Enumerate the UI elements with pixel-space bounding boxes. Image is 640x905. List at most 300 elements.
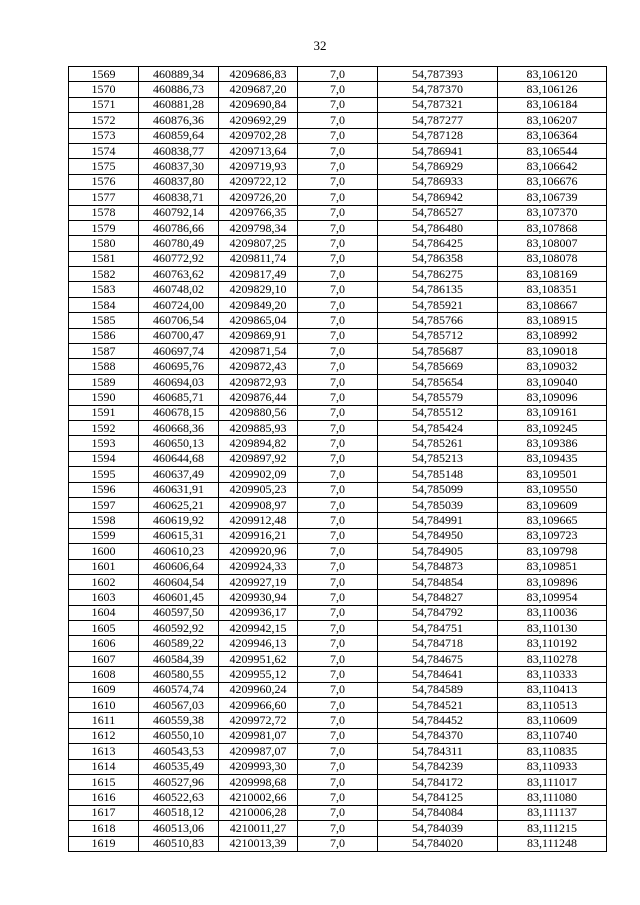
latitude-cell: 54,784521 xyxy=(378,698,498,713)
longitude-cell: 83,110609 xyxy=(498,713,607,728)
point-number-cell: 1606 xyxy=(69,636,139,651)
x-coordinate-cell: 460527,96 xyxy=(139,774,219,789)
table-row xyxy=(69,636,607,651)
point-number-cell: 1585 xyxy=(69,313,139,328)
latitude-cell: 54,784675 xyxy=(378,651,498,666)
value-cell: 7,0 xyxy=(298,790,378,805)
value-cell: 7,0 xyxy=(298,328,378,343)
latitude-cell: 54,785669 xyxy=(378,359,498,374)
page-number: 32 xyxy=(313,38,327,53)
latitude-cell: 54,787128 xyxy=(378,128,498,143)
table-row xyxy=(69,174,607,189)
y-coordinate-cell: 4209876,44 xyxy=(219,390,298,405)
x-coordinate-cell: 460694,03 xyxy=(139,374,219,389)
table-row xyxy=(69,267,607,282)
point-number-cell: 1576 xyxy=(69,174,139,189)
x-coordinate-cell: 460889,34 xyxy=(139,67,219,82)
value-cell: 7,0 xyxy=(298,497,378,512)
point-number-cell: 1570 xyxy=(69,82,139,97)
latitude-cell: 54,785687 xyxy=(378,344,498,359)
latitude-cell: 54,784370 xyxy=(378,728,498,743)
table-row xyxy=(69,297,607,312)
x-coordinate-cell: 460644,68 xyxy=(139,451,219,466)
x-coordinate-cell: 460567,03 xyxy=(139,698,219,713)
table-row xyxy=(69,143,607,158)
table-row xyxy=(69,805,607,820)
y-coordinate-cell: 4209942,15 xyxy=(219,621,298,636)
point-number-cell: 1619 xyxy=(69,836,139,851)
longitude-cell: 83,111080 xyxy=(498,790,607,805)
point-number-cell: 1581 xyxy=(69,251,139,266)
latitude-cell: 54,785148 xyxy=(378,467,498,482)
value-cell: 7,0 xyxy=(298,667,378,682)
latitude-cell: 54,786942 xyxy=(378,190,498,205)
table-row xyxy=(69,836,607,851)
x-coordinate-cell: 460625,21 xyxy=(139,497,219,512)
x-coordinate-cell: 460597,50 xyxy=(139,605,219,620)
x-coordinate-cell: 460724,00 xyxy=(139,297,219,312)
latitude-cell: 54,785261 xyxy=(378,436,498,451)
value-cell: 7,0 xyxy=(298,467,378,482)
x-coordinate-cell: 460876,36 xyxy=(139,113,219,128)
table-row xyxy=(69,328,607,343)
latitude-cell: 54,787370 xyxy=(378,82,498,97)
longitude-cell: 83,109501 xyxy=(498,467,607,482)
y-coordinate-cell: 4209966,60 xyxy=(219,698,298,713)
longitude-cell: 83,111017 xyxy=(498,774,607,789)
y-coordinate-cell: 4209930,94 xyxy=(219,590,298,605)
point-number-cell: 1602 xyxy=(69,574,139,589)
value-cell: 7,0 xyxy=(298,297,378,312)
latitude-cell: 54,784084 xyxy=(378,805,498,820)
latitude-cell: 54,785921 xyxy=(378,297,498,312)
x-coordinate-cell: 460543,53 xyxy=(139,744,219,759)
latitude-cell: 54,785579 xyxy=(378,390,498,405)
y-coordinate-cell: 4209702,28 xyxy=(219,128,298,143)
value-cell: 7,0 xyxy=(298,159,378,174)
longitude-cell: 83,106739 xyxy=(498,190,607,205)
value-cell: 7,0 xyxy=(298,267,378,282)
point-number-cell: 1589 xyxy=(69,374,139,389)
point-number-cell: 1613 xyxy=(69,744,139,759)
x-coordinate-cell: 460559,38 xyxy=(139,713,219,728)
longitude-cell: 83,110513 xyxy=(498,698,607,713)
x-coordinate-cell: 460837,80 xyxy=(139,174,219,189)
point-number-cell: 1587 xyxy=(69,344,139,359)
x-coordinate-cell: 460792,14 xyxy=(139,205,219,220)
value-cell: 7,0 xyxy=(298,651,378,666)
longitude-cell: 83,108078 xyxy=(498,251,607,266)
y-coordinate-cell: 4210013,39 xyxy=(219,836,298,851)
longitude-cell: 83,109550 xyxy=(498,482,607,497)
y-coordinate-cell: 4209916,21 xyxy=(219,528,298,543)
y-coordinate-cell: 4209817,49 xyxy=(219,267,298,282)
y-coordinate-cell: 4209924,33 xyxy=(219,559,298,574)
x-coordinate-cell: 460589,22 xyxy=(139,636,219,651)
latitude-cell: 54,784311 xyxy=(378,744,498,759)
value-cell: 7,0 xyxy=(298,574,378,589)
value-cell: 7,0 xyxy=(298,220,378,235)
y-coordinate-cell: 4209894,82 xyxy=(219,436,298,451)
longitude-cell: 83,108169 xyxy=(498,267,607,282)
latitude-cell: 54,784950 xyxy=(378,528,498,543)
latitude-cell: 54,784792 xyxy=(378,605,498,620)
point-number-cell: 1572 xyxy=(69,113,139,128)
longitude-cell: 83,110130 xyxy=(498,621,607,636)
y-coordinate-cell: 4209726,20 xyxy=(219,190,298,205)
value-cell: 7,0 xyxy=(298,590,378,605)
table-row xyxy=(69,698,607,713)
table-row xyxy=(69,713,607,728)
value-cell: 7,0 xyxy=(298,759,378,774)
x-coordinate-cell: 460786,66 xyxy=(139,220,219,235)
value-cell: 7,0 xyxy=(298,559,378,574)
point-number-cell: 1579 xyxy=(69,220,139,235)
longitude-cell: 83,107370 xyxy=(498,205,607,220)
table-row xyxy=(69,390,607,405)
longitude-cell: 83,106676 xyxy=(498,174,607,189)
value-cell: 7,0 xyxy=(298,405,378,420)
x-coordinate-cell: 460513,06 xyxy=(139,821,219,836)
y-coordinate-cell: 4209713,64 xyxy=(219,143,298,158)
point-number-cell: 1607 xyxy=(69,651,139,666)
longitude-cell: 83,109018 xyxy=(498,344,607,359)
value-cell: 7,0 xyxy=(298,821,378,836)
longitude-cell: 83,110835 xyxy=(498,744,607,759)
point-number-cell: 1604 xyxy=(69,605,139,620)
longitude-cell: 83,109665 xyxy=(498,513,607,528)
point-number-cell: 1577 xyxy=(69,190,139,205)
latitude-cell: 54,784718 xyxy=(378,636,498,651)
table-row xyxy=(69,821,607,836)
longitude-cell: 83,110933 xyxy=(498,759,607,774)
y-coordinate-cell: 4209912,48 xyxy=(219,513,298,528)
table-row xyxy=(69,544,607,559)
value-cell: 7,0 xyxy=(298,805,378,820)
y-coordinate-cell: 4209993,30 xyxy=(219,759,298,774)
point-number-cell: 1608 xyxy=(69,667,139,682)
longitude-cell: 83,110740 xyxy=(498,728,607,743)
longitude-cell: 83,106207 xyxy=(498,113,607,128)
table-row xyxy=(69,220,607,235)
table-row xyxy=(69,774,607,789)
value-cell: 7,0 xyxy=(298,436,378,451)
y-coordinate-cell: 4209872,93 xyxy=(219,374,298,389)
x-coordinate-cell: 460838,71 xyxy=(139,190,219,205)
value-cell: 7,0 xyxy=(298,621,378,636)
point-number-cell: 1580 xyxy=(69,236,139,251)
y-coordinate-cell: 4209811,74 xyxy=(219,251,298,266)
x-coordinate-cell: 460780,49 xyxy=(139,236,219,251)
y-coordinate-cell: 4209927,19 xyxy=(219,574,298,589)
point-number-cell: 1588 xyxy=(69,359,139,374)
latitude-cell: 54,785039 xyxy=(378,497,498,512)
table-row xyxy=(69,436,607,451)
latitude-cell: 54,785712 xyxy=(378,328,498,343)
x-coordinate-cell: 460510,83 xyxy=(139,836,219,851)
point-number-cell: 1605 xyxy=(69,621,139,636)
latitude-cell: 54,786275 xyxy=(378,267,498,282)
table-row xyxy=(69,497,607,512)
x-coordinate-cell: 460606,64 xyxy=(139,559,219,574)
x-coordinate-cell: 460574,74 xyxy=(139,682,219,697)
table-row xyxy=(69,67,607,82)
y-coordinate-cell: 4209998,68 xyxy=(219,774,298,789)
longitude-cell: 83,109609 xyxy=(498,497,607,512)
latitude-cell: 54,786425 xyxy=(378,236,498,251)
x-coordinate-cell: 460592,92 xyxy=(139,621,219,636)
longitude-cell: 83,109723 xyxy=(498,528,607,543)
x-coordinate-cell: 460772,92 xyxy=(139,251,219,266)
longitude-cell: 83,109161 xyxy=(498,405,607,420)
x-coordinate-cell: 460678,15 xyxy=(139,405,219,420)
y-coordinate-cell: 4209972,72 xyxy=(219,713,298,728)
y-coordinate-cell: 4209719,93 xyxy=(219,159,298,174)
y-coordinate-cell: 4209981,07 xyxy=(219,728,298,743)
point-number-cell: 1573 xyxy=(69,128,139,143)
y-coordinate-cell: 4209849,20 xyxy=(219,297,298,312)
x-coordinate-cell: 460584,39 xyxy=(139,651,219,666)
x-coordinate-cell: 460837,30 xyxy=(139,159,219,174)
point-number-cell: 1597 xyxy=(69,497,139,512)
value-cell: 7,0 xyxy=(298,313,378,328)
table-row xyxy=(69,744,607,759)
y-coordinate-cell: 4209686,83 xyxy=(219,67,298,82)
table-row xyxy=(69,128,607,143)
latitude-cell: 54,784125 xyxy=(378,790,498,805)
x-coordinate-cell: 460685,71 xyxy=(139,390,219,405)
y-coordinate-cell: 4209807,25 xyxy=(219,236,298,251)
value-cell: 7,0 xyxy=(298,698,378,713)
longitude-cell: 83,111248 xyxy=(498,836,607,851)
value-cell: 7,0 xyxy=(298,774,378,789)
longitude-cell: 83,111137 xyxy=(498,805,607,820)
longitude-cell: 83,110036 xyxy=(498,605,607,620)
point-number-cell: 1598 xyxy=(69,513,139,528)
latitude-cell: 54,784039 xyxy=(378,821,498,836)
table-row xyxy=(69,728,607,743)
y-coordinate-cell: 4209872,43 xyxy=(219,359,298,374)
y-coordinate-cell: 4210006,28 xyxy=(219,805,298,820)
y-coordinate-cell: 4209692,29 xyxy=(219,113,298,128)
longitude-cell: 83,109386 xyxy=(498,436,607,451)
value-cell: 7,0 xyxy=(298,482,378,497)
point-number-cell: 1616 xyxy=(69,790,139,805)
table-row xyxy=(69,374,607,389)
y-coordinate-cell: 4209960,24 xyxy=(219,682,298,697)
x-coordinate-cell: 460522,63 xyxy=(139,790,219,805)
point-number-cell: 1603 xyxy=(69,590,139,605)
point-number-cell: 1617 xyxy=(69,805,139,820)
table-row xyxy=(69,82,607,97)
longitude-cell: 83,108992 xyxy=(498,328,607,343)
point-number-cell: 1590 xyxy=(69,390,139,405)
point-number-cell: 1614 xyxy=(69,759,139,774)
longitude-cell: 83,106120 xyxy=(498,67,607,82)
y-coordinate-cell: 4209766,35 xyxy=(219,205,298,220)
point-number-cell: 1586 xyxy=(69,328,139,343)
latitude-cell: 54,785512 xyxy=(378,405,498,420)
latitude-cell: 54,784172 xyxy=(378,774,498,789)
value-cell: 7,0 xyxy=(298,605,378,620)
latitude-cell: 54,785099 xyxy=(378,482,498,497)
latitude-cell: 54,786527 xyxy=(378,205,498,220)
longitude-cell: 83,108667 xyxy=(498,297,607,312)
x-coordinate-cell: 460763,62 xyxy=(139,267,219,282)
longitude-cell: 83,109896 xyxy=(498,574,607,589)
y-coordinate-cell: 4209905,23 xyxy=(219,482,298,497)
y-coordinate-cell: 4209908,97 xyxy=(219,497,298,512)
value-cell: 7,0 xyxy=(298,713,378,728)
latitude-cell: 54,784905 xyxy=(378,544,498,559)
point-number-cell: 1582 xyxy=(69,267,139,282)
point-number-cell: 1609 xyxy=(69,682,139,697)
point-number-cell: 1584 xyxy=(69,297,139,312)
longitude-cell: 83,111215 xyxy=(498,821,607,836)
table-row xyxy=(69,667,607,682)
table-row xyxy=(69,236,607,251)
latitude-cell: 54,786358 xyxy=(378,251,498,266)
latitude-cell: 54,784452 xyxy=(378,713,498,728)
longitude-cell: 83,110333 xyxy=(498,667,607,682)
x-coordinate-cell: 460748,02 xyxy=(139,282,219,297)
x-coordinate-cell: 460518,12 xyxy=(139,805,219,820)
longitude-cell: 83,110278 xyxy=(498,651,607,666)
value-cell: 7,0 xyxy=(298,236,378,251)
y-coordinate-cell: 4209687,20 xyxy=(219,82,298,97)
x-coordinate-cell: 460550,10 xyxy=(139,728,219,743)
point-number-cell: 1611 xyxy=(69,713,139,728)
point-number-cell: 1612 xyxy=(69,728,139,743)
value-cell: 7,0 xyxy=(298,544,378,559)
table-row xyxy=(69,251,607,266)
longitude-cell: 83,109851 xyxy=(498,559,607,574)
point-number-cell: 1575 xyxy=(69,159,139,174)
y-coordinate-cell: 4209951,62 xyxy=(219,651,298,666)
longitude-cell: 83,109032 xyxy=(498,359,607,374)
x-coordinate-cell: 460668,36 xyxy=(139,420,219,435)
latitude-cell: 54,784827 xyxy=(378,590,498,605)
y-coordinate-cell: 4209798,34 xyxy=(219,220,298,235)
x-coordinate-cell: 460637,49 xyxy=(139,467,219,482)
point-number-cell: 1615 xyxy=(69,774,139,789)
table-row xyxy=(69,190,607,205)
longitude-cell: 83,106364 xyxy=(498,128,607,143)
table-row xyxy=(69,682,607,697)
value-cell: 7,0 xyxy=(298,682,378,697)
x-coordinate-cell: 460838,77 xyxy=(139,143,219,158)
x-coordinate-cell: 460580,55 xyxy=(139,667,219,682)
latitude-cell: 54,784020 xyxy=(378,836,498,851)
longitude-cell: 83,110192 xyxy=(498,636,607,651)
x-coordinate-cell: 460601,45 xyxy=(139,590,219,605)
latitude-cell: 54,786135 xyxy=(378,282,498,297)
value-cell: 7,0 xyxy=(298,113,378,128)
table-row xyxy=(69,759,607,774)
latitude-cell: 54,786941 xyxy=(378,143,498,158)
latitude-cell: 54,787393 xyxy=(378,67,498,82)
y-coordinate-cell: 4209871,54 xyxy=(219,344,298,359)
value-cell: 7,0 xyxy=(298,190,378,205)
latitude-cell: 54,784589 xyxy=(378,682,498,697)
point-number-cell: 1601 xyxy=(69,559,139,574)
y-coordinate-cell: 4209869,91 xyxy=(219,328,298,343)
table-row xyxy=(69,574,607,589)
x-coordinate-cell: 460700,47 xyxy=(139,328,219,343)
point-number-cell: 1591 xyxy=(69,405,139,420)
x-coordinate-cell: 460881,28 xyxy=(139,97,219,112)
x-coordinate-cell: 460631,91 xyxy=(139,482,219,497)
value-cell: 7,0 xyxy=(298,359,378,374)
latitude-cell: 54,784641 xyxy=(378,667,498,682)
point-number-cell: 1596 xyxy=(69,482,139,497)
table-row xyxy=(69,790,607,805)
value-cell: 7,0 xyxy=(298,390,378,405)
point-number-cell: 1618 xyxy=(69,821,139,836)
y-coordinate-cell: 4209936,17 xyxy=(219,605,298,620)
value-cell: 7,0 xyxy=(298,836,378,851)
point-number-cell: 1593 xyxy=(69,436,139,451)
x-coordinate-cell: 460695,76 xyxy=(139,359,219,374)
x-coordinate-cell: 460604,54 xyxy=(139,574,219,589)
value-cell: 7,0 xyxy=(298,205,378,220)
y-coordinate-cell: 4209955,12 xyxy=(219,667,298,682)
latitude-cell: 54,784751 xyxy=(378,621,498,636)
value-cell: 7,0 xyxy=(298,97,378,112)
latitude-cell: 54,786933 xyxy=(378,174,498,189)
coordinates-table-body xyxy=(69,67,607,852)
longitude-cell: 83,106642 xyxy=(498,159,607,174)
longitude-cell: 83,109798 xyxy=(498,544,607,559)
table-row xyxy=(69,559,607,574)
value-cell: 7,0 xyxy=(298,744,378,759)
value-cell: 7,0 xyxy=(298,282,378,297)
table-row xyxy=(69,590,607,605)
longitude-cell: 83,110413 xyxy=(498,682,607,697)
latitude-cell: 54,785766 xyxy=(378,313,498,328)
coordinates-table xyxy=(68,66,607,852)
point-number-cell: 1583 xyxy=(69,282,139,297)
latitude-cell: 54,785213 xyxy=(378,451,498,466)
y-coordinate-cell: 4209690,84 xyxy=(219,97,298,112)
y-coordinate-cell: 4209865,04 xyxy=(219,313,298,328)
table-row xyxy=(69,159,607,174)
value-cell: 7,0 xyxy=(298,636,378,651)
x-coordinate-cell: 460619,92 xyxy=(139,513,219,528)
point-number-cell: 1599 xyxy=(69,528,139,543)
y-coordinate-cell: 4209880,56 xyxy=(219,405,298,420)
latitude-cell: 54,786929 xyxy=(378,159,498,174)
x-coordinate-cell: 460615,31 xyxy=(139,528,219,543)
y-coordinate-cell: 4209920,96 xyxy=(219,544,298,559)
y-coordinate-cell: 4210011,27 xyxy=(219,821,298,836)
table-row xyxy=(69,344,607,359)
value-cell: 7,0 xyxy=(298,528,378,543)
value-cell: 7,0 xyxy=(298,82,378,97)
value-cell: 7,0 xyxy=(298,420,378,435)
table-row xyxy=(69,451,607,466)
table-row xyxy=(69,113,607,128)
latitude-cell: 54,785654 xyxy=(378,374,498,389)
value-cell: 7,0 xyxy=(298,374,378,389)
table-row xyxy=(69,205,607,220)
latitude-cell: 54,786480 xyxy=(378,220,498,235)
longitude-cell: 83,106544 xyxy=(498,143,607,158)
latitude-cell: 54,785424 xyxy=(378,420,498,435)
value-cell: 7,0 xyxy=(298,143,378,158)
y-coordinate-cell: 4209946,13 xyxy=(219,636,298,651)
latitude-cell: 54,784873 xyxy=(378,559,498,574)
